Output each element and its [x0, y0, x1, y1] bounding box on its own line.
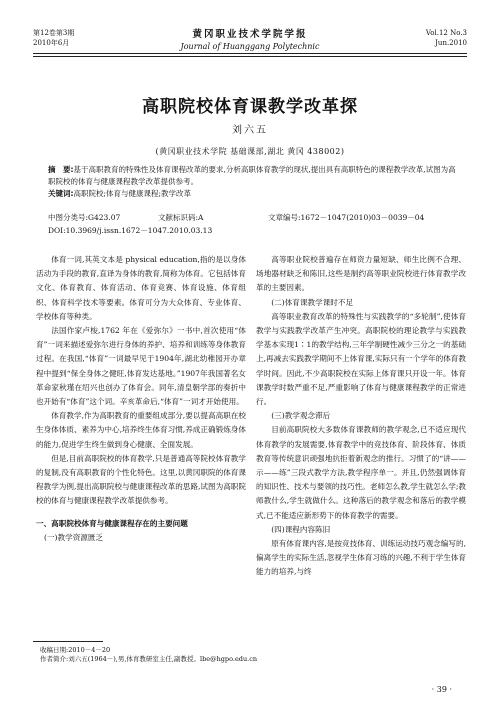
footnote-rule [33, 641, 103, 642]
abstract-label: 摘 要: [48, 165, 74, 174]
body-paragraph: 但是,目前高职院校的体育教学,只是普通高等院校体育教学的复制,没有高职教育的个性化特色。这里,以黄冈职院的体育课程教学为例,提出高职院校与健康课程改革的思路,试图为高职院校的体育与健康课程教学改革提供参考。 [36, 453, 246, 506]
subsection-heading: (四)课程内容陈旧 [271, 524, 331, 534]
abstract [48, 164, 460, 188]
abstract-text: 基于高职教育的特殊性及体育课程改革的要求,分析高职体育教学的现状,提出具有高职特色的课程教学改革,试图为高职院校的体育与健康课程教学改革提供参考。 [48, 165, 456, 186]
header-rule-thick [33, 53, 467, 54]
header-month: Jun.2010 [435, 39, 467, 47]
footnote [40, 646, 257, 664]
body-paragraph: 法国作家卢梭,1762 年在《爱弥尔》一书中,首次使用“体育”一词来描述爱弥尔进行身体的养护、培养和训练等身体教育过程。在我国,“体育”一词最早见于1904年,湖北幼稚园开办章程中提到“保全身体之健旺,体育发达基地。”1907年我国著名女革命家秋瑾在绍兴也创办了体育会。同年,清皇朝学部的奏折中也开始有“体育”这个词。辛亥革命后,“体育”一词才开始使用。 [36, 326, 246, 407]
article-number: 文章编号:1672－1047(2010)03－0039－04 [268, 213, 425, 222]
subsection-heading: (一)教学资源匮乏 [44, 532, 104, 542]
body-paragraph: 目前高职院校大多数体育课教师的教学观念,已不适应现代体育教学的发展需要,体育教学中的竞技体育、阶段体育、体质教育等传统意识顽强地抗拒着新观念的推行。习惯了的“讲——示——练”三段式教学方法,教学程序单一。并且,仍然强调体育的知识性、技术与要领的技巧性。老师怎么教,学生就怎么学;教师教什么,学生就做什么。这种落后的教学观念和落后的教学模式,已不能适应新形势下的体育教学的需要。 [256, 425, 467, 520]
page-number: · 39 · [431, 685, 452, 694]
right-column [256, 253, 466, 580]
header-right [426, 28, 467, 48]
body-paragraph: 体育教学,作为高职教育的重要组成部分,要以提高高职在校生身体体质、素养为中心,培养终生体育习惯,养成正确锻炼身体的能力,促进学生终生做到身心健康、全面发展。 [36, 411, 246, 449]
left-column [36, 253, 246, 545]
abstract-block [48, 164, 460, 200]
paper-title: 高职院校体育课教学改革探 [142, 97, 358, 117]
keywords-label: 关键词: [48, 189, 74, 198]
section-heading: 一、高职院校体育与健康课程存在的主要问题 [36, 518, 188, 528]
body-paragraph: 体育一词,其英文本是 physical education,指的是以身体活动为手段的教育,直译为身体的教育,简称为体育。它包括体育文化、体育教育、体育活动、体育竞赛、体育设施、体育组织、体育科学技术等要素。体育可分为大众体育、专业体育、学校体育等种类。 [36, 255, 246, 321]
header-volume: Vol.12 No.3 [425, 29, 467, 37]
header-center [33, 28, 467, 52]
document-code: 文献标识码:A [158, 213, 204, 222]
body-paragraph: 高等职业院校普遍存在师资力量短缺、师生比例不合理、场地器材缺乏和陈旧,这些是制约高等职业院校进行体育教学改革的主要因素。 [256, 255, 466, 293]
author-affiliation: (黄冈职业技术学院 基础课部,湖北 黄冈 438002) [155, 147, 345, 156]
body-paragraph: 原有体育课内容,是按竞技体育、训练运动技巧观念编写的,偏离学生的实际生活,忽视学生体育习练的兴趣,不利于学生体育能力的培养,与终 [256, 539, 466, 577]
body-paragraph: 高等职业教育改革的特殊性与实践教学的“多轮制”,使体育教学与实践教学改革产生冲突。高职院校的理论教学与实践教学基本实现1∶1的教学结构,三年学制硬性减少三分之一的基础上,再减去实践教学期间不上体育课,实际只有一个学年的体育教学时间。因此,不少高职院校在实际上体育课只开设一年。体育课教学时数严重不足,严重影响了体育与健康课程教学的正常进行。 [256, 311, 466, 407]
subsection-heading: (三)教学观念滞后 [271, 411, 331, 421]
paper-author: 刘六五 [232, 125, 268, 136]
keywords [48, 188, 460, 200]
subsection-heading: (二)体育课教学课时不足 [271, 297, 354, 307]
header-rule-thin [33, 56, 467, 57]
journal-name-cn: 黄冈职业技术学院学报 [192, 29, 308, 40]
author-bio: 作者简介:刘六五(1964－),男,体育教研室主任,副教授。lbe@hgpo.edu.cn [40, 655, 258, 663]
doi: DOI:10.3969/j.issn.1672－1047.2010.03.13 [48, 226, 213, 235]
header-issue: 第12卷第3期 [33, 29, 75, 37]
journal-name-en: Journal of Huanggang Polytechnic [180, 42, 320, 51]
received-date: 收稿日期:2010－4－20 [40, 646, 111, 654]
clc-number: 中图分类号:G423.07 [48, 213, 121, 222]
header-date: 2010年6月 [33, 39, 70, 47]
keywords-text: 高职院校;体育与健康课程;教学改革 [73, 189, 192, 198]
